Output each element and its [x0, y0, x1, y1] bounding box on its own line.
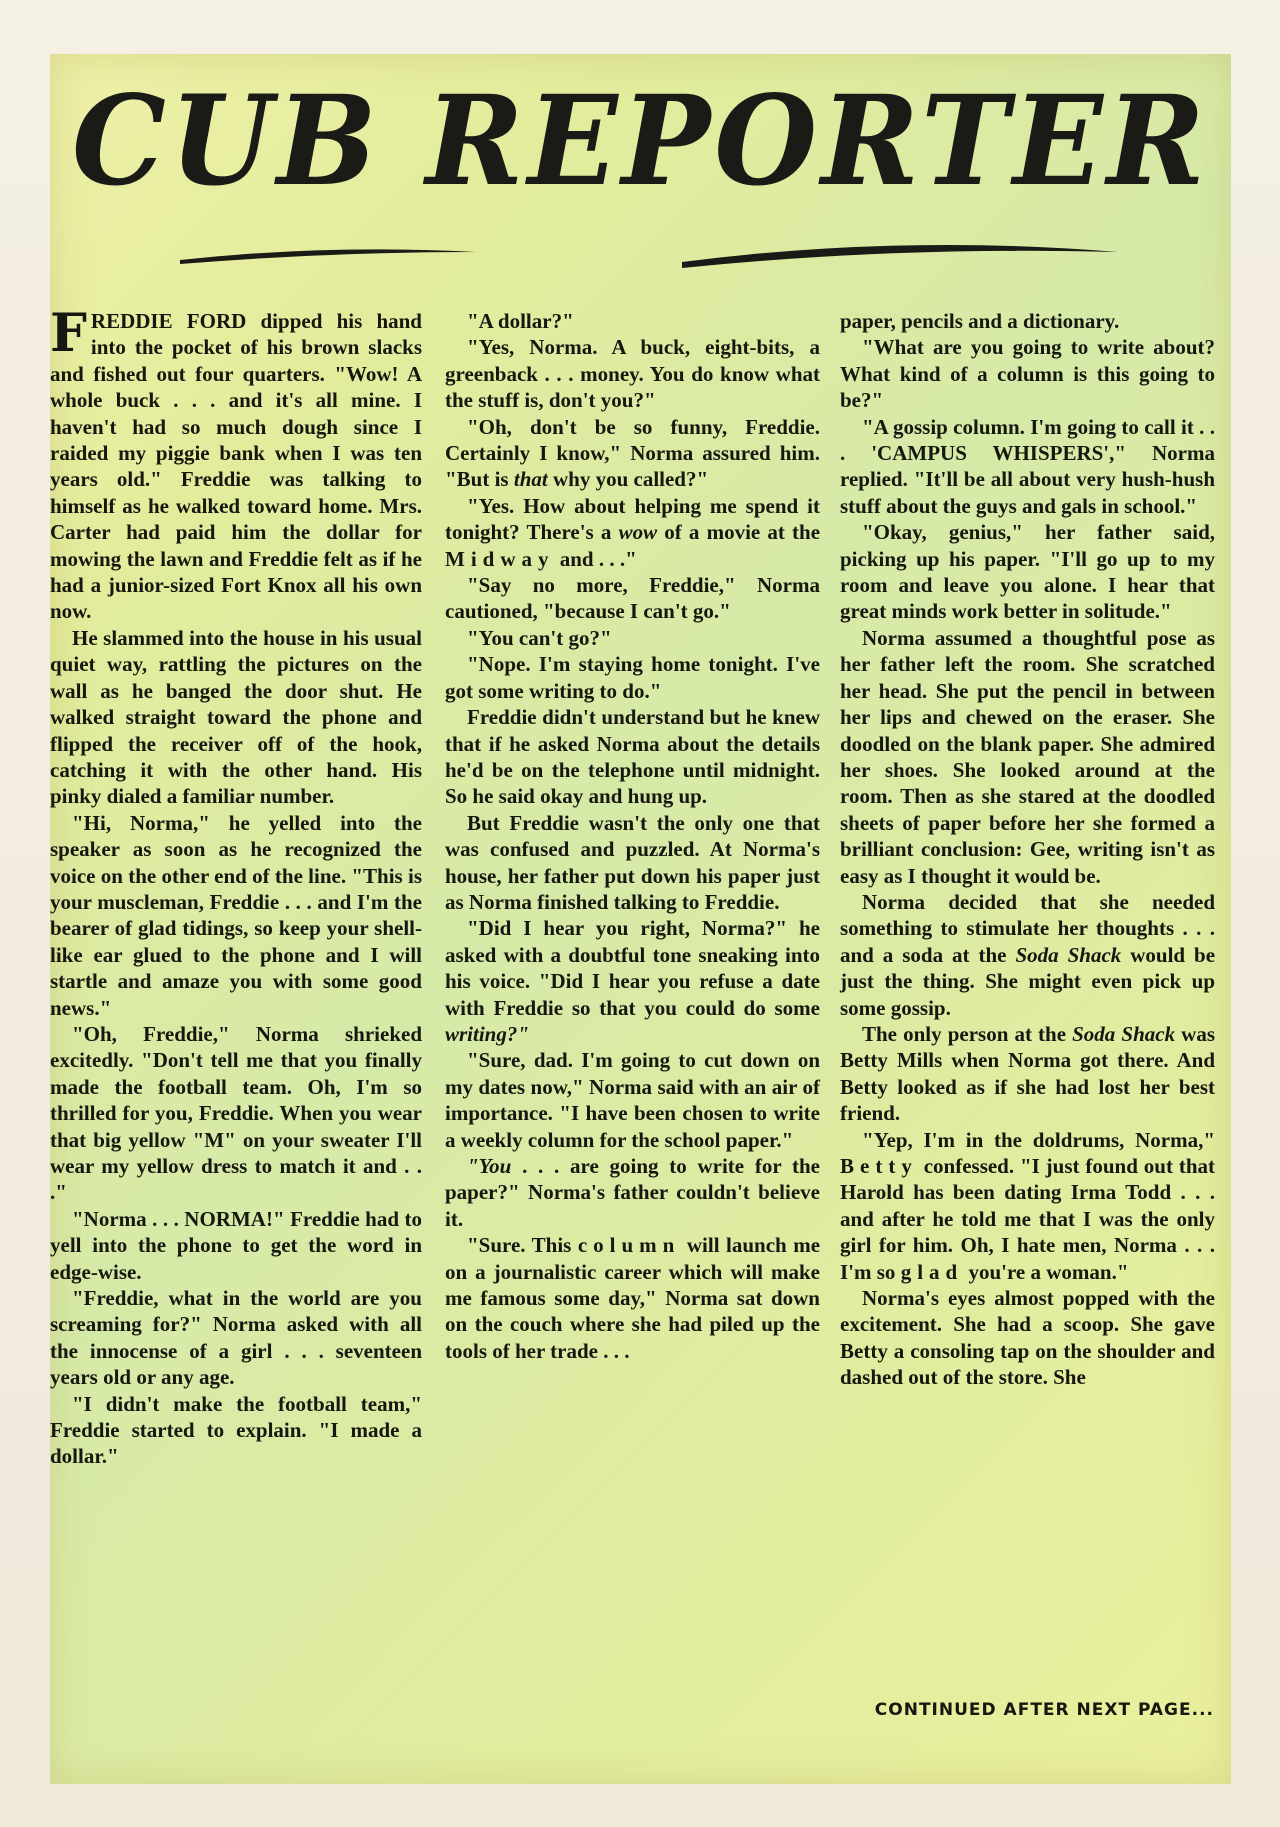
paragraph-text: REDDIE FORD dipped his hand into the pocket of his brown slacks and fished out four quarters. "Wow! A whole buck . . . and it's all mine. I haven't had so much dough since I raided my piggie bank when I was ten years old." Freddie was talking to himself as he walked toward home. Mrs. Carter had paid him the dollar for mowing the lawn and Freddie felt as if he had a junior-sized Fort Knox all his own now. — [50, 309, 422, 624]
paragraph: "You can't go?" — [467, 625, 612, 650]
paragraph: But Freddie wasn't the only one that was confused and puzzled. At Norma's house, her father put down his paper just as Norma finished talking to Freddie. — [445, 810, 820, 914]
text-run: "Sure. This — [467, 1233, 572, 1258]
text-run: will launch me on a journalistic career which will make me famous some day," Norma sat down on the couch where she had piled up the tools of her trade . . . — [445, 1233, 821, 1363]
paragraph — [840, 1127, 1215, 1285]
paragraph: paper, pencils and a dictionary. — [840, 309, 1120, 333]
text-run: "Yep, I'm in the doldrums, Norma," — [862, 1127, 1215, 1152]
paragraph — [840, 889, 1215, 1021]
paragraph — [445, 1153, 820, 1232]
text-run: . . . are going to write for the paper?" Norma's father couldn't believe it. — [445, 1154, 820, 1231]
continued-note: CONTINUED AFTER NEXT PAGE... — [874, 1700, 1214, 1720]
column-1 — [50, 303, 422, 1470]
text-run: was Betty Mills when Norma got there. And Betty looked as if she had lost her best friend. — [840, 1021, 1216, 1126]
paragraph — [445, 414, 820, 493]
story-body — [50, 303, 1231, 1708]
emphasis: writing?" — [445, 1021, 530, 1046]
spaced-text: Betty — [840, 1154, 918, 1178]
emphasis: Soda Shack — [1015, 942, 1122, 967]
text-run: and . . ." — [559, 546, 637, 571]
drop-cap: F — [50, 303, 87, 364]
spaced-text: column — [577, 1233, 681, 1258]
title-underline-left — [178, 244, 478, 266]
text-run: of a movie at the — [664, 520, 821, 545]
text-run: would be just the thing. She might even pick up some gossip. — [840, 942, 1216, 1020]
column-3 — [840, 308, 1215, 1391]
paragraph: "Yes, Norma. A buck, eight-bits, a greenback . . . money. You do know what the stuff is, don't you?" — [445, 335, 820, 413]
paragraph — [445, 915, 820, 1047]
emphasis: wow — [618, 520, 658, 545]
paragraph: Freddie didn't understand but he knew that if he asked Norma about the details he'd be on the telephone until midnight. So he said okay and hung up. — [445, 705, 820, 809]
paragraph: "Oh, Freddie," Norma shrieked excitedly. "Don't tell me that you finally made the football team. Oh, I'm so thrilled for you, Freddie. When you wear that big yellow "M" on your sweater I'll wear my yellow dress to match it and . . ." — [50, 1021, 422, 1205]
paragraph: Norma's eyes almost popped with the excitement. She had a scoop. She gave Betty a consoling tap on the shoulder and dashed out of the store. She — [840, 1286, 1215, 1390]
paragraph: "A dollar?" — [467, 309, 574, 333]
paragraph: "Freddie, what in the world are you screaming for?" Norma asked with all the innocense of a girl . . . seventeen years old or any age. — [50, 1286, 422, 1390]
paragraph — [445, 493, 820, 572]
text-run: Norma decided that she needed something to stimulate her thoughts . . . and a soda at the — [840, 889, 1215, 967]
paragraph: He slammed into the house in his usual quiet way, rattling the pictures on the wall as he banged the door shut. He walked straight toward the phone and flipped the receiver off of the hook, catching it with the other hand. His pinky dialed a familiar number. — [50, 625, 422, 809]
text-run: "Yes. How about helping me spend it tonight? There's a — [445, 493, 820, 545]
paragraph: "What are you going to write about? What kind of a column is this going to be?" — [840, 335, 1215, 413]
paragraph — [445, 1232, 820, 1364]
title-block — [50, 54, 1231, 294]
paragraph: "Okay, genius," her father said, picking up his paper. "I'll go up to my room and leave you alone. I hear that great minds work better in solitude." — [840, 520, 1215, 624]
column-2 — [445, 308, 820, 1364]
text-run: why you called?" — [552, 467, 709, 492]
emphasis: that — [513, 467, 548, 492]
paragraph: "Norma . . . NORMA!" Freddie had to yell into the phone to get the word in edge-wise. — [50, 1206, 422, 1284]
paragraph — [840, 1021, 1215, 1127]
paragraph: "Sure, dad. I'm going to cut down on my dates now," Norma said with an air of importance. "I have been chosen to write a weekly column for the school paper." — [445, 1048, 820, 1152]
paragraph: "Hi, Norma," he yelled into the speaker as soon as he recognized the voice on the other end of the line. "This is your muscleman, Freddie . . . and I'm the bearer of glad tidings, so keep your shell-like ear glued to the phone and I will startle and amaze you with some good news." — [50, 810, 422, 1020]
text-run: you're a woman." — [968, 1259, 1129, 1284]
paragraph: "Say no more, Freddie," Norma cautioned, "because I can't go." — [445, 573, 820, 624]
text-run: "Oh, don't be so funny, Freddie. Certainly I know," Norma assured him. "But is — [445, 414, 820, 492]
paragraph: "A gossip column. I'm going to call it . . . 'CAMPUS WHISPERS'," Norma replied. "It'll be all about very hush-hush stuff about the guys and gals in school." — [840, 414, 1215, 518]
text-run: The only person at the — [862, 1021, 1067, 1046]
spaced-text: glad — [900, 1259, 964, 1284]
text-run: "Did I hear you right, Norma?" he asked with a doubtful tone sneaking into his voice. "Did I hear you refuse a date with Freddie so that you could do some — [445, 916, 820, 1020]
emphasis: "You — [467, 1154, 512, 1178]
paragraph — [50, 303, 422, 625]
paragraph: Norma assumed a thoughtful pose as her father left the room. She scratched her head. She put the pencil in between her lips and chewed on the eraser. She doodled on the blank paper. She admired her shoes. She looked around at the room. Then as she stared at the doodled sheets of paper before her she formed a brilliant conclusion: Gee, writing isn't as easy as I thought it would be. — [840, 625, 1215, 888]
story-title: CUB REPORTER — [72, 67, 1209, 214]
title-underline-right — [680, 232, 1120, 272]
paragraph: "I didn't make the football team," Freddie started to explain. "I made a dollar." — [50, 1391, 422, 1469]
emphasis: Soda Shack — [1072, 1021, 1176, 1046]
paragraph: "Nope. I'm staying home tonight. I've got some writing to do." — [445, 652, 820, 703]
text-run: confessed. "I just found out that Harold has been dating Irma Todd . . . and after he told me that I was the only girl for him. Oh, I hate men, Norma . . . I'm so — [840, 1154, 1215, 1284]
spaced-text: Midway — [445, 546, 555, 571]
